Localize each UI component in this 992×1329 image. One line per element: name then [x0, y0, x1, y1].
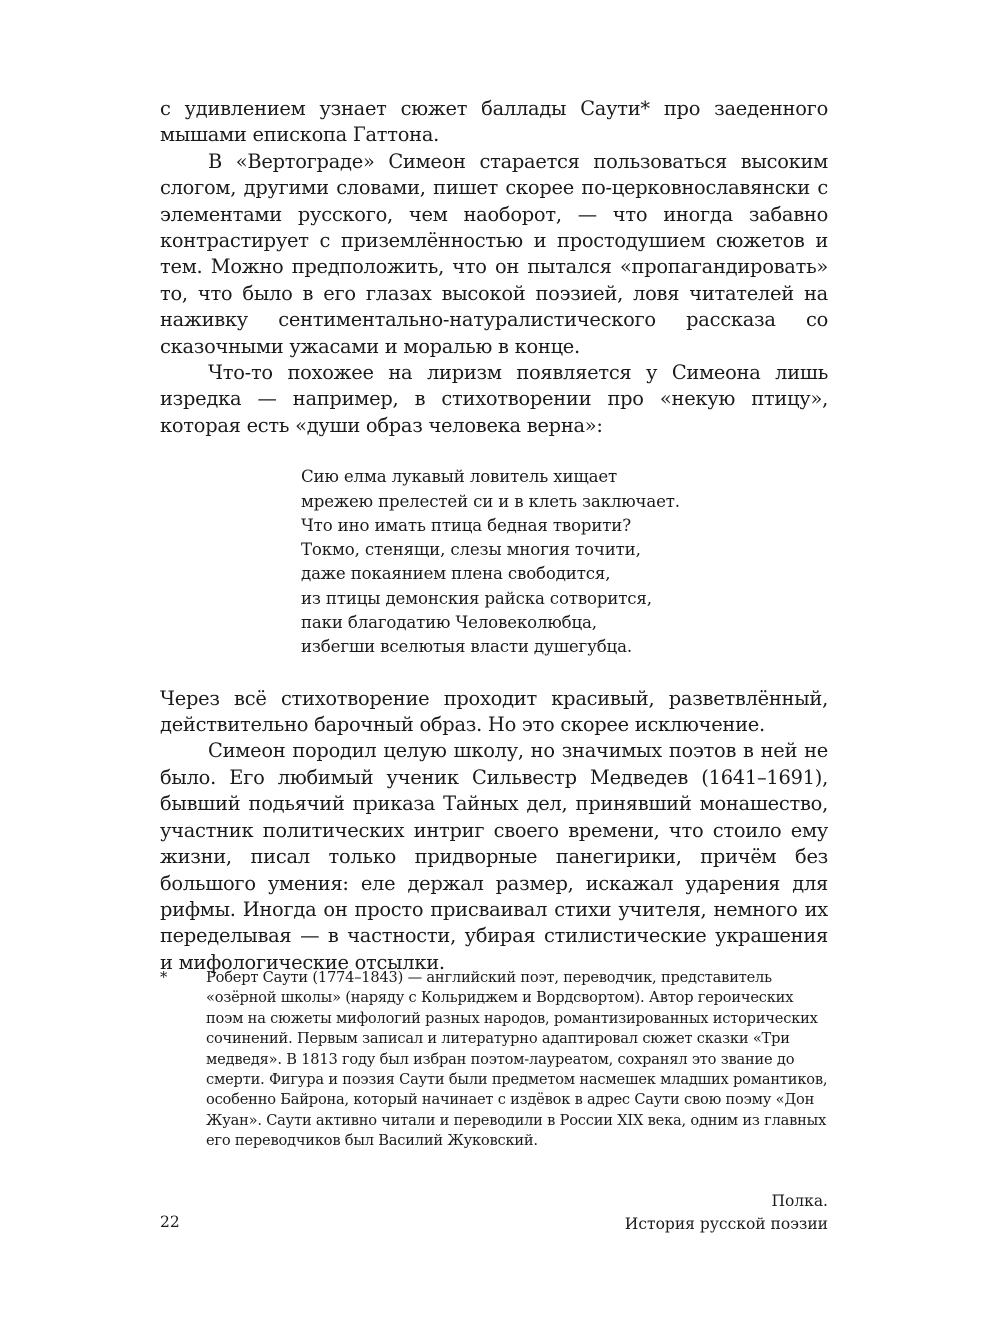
paragraph: Что-то похожее на лиризм появляется у Симеона лишь изредка — например, в стихотворении про «некую птицу», которая есть «души образ человека верна»: [160, 361, 828, 437]
paragraph: В «Вертограде» Симеон старается пользоваться высоким слогом, другими словами, пишет скорее по-церковнославянски с элементами русского, чем наоборот, — что иногда забавно контрастирует с приземлённостью и простодушием сюжетов и тем. Можно предположить, что он пытался «пропагандировать» то, что было в его глазах высокой поэзией, ловя читателей на наживку сентиментально-натуралистического рассказа со сказочными ужасами и моралью в конце. [160, 149, 828, 358]
poem-line: Что ино имать птица бедная творити? [301, 515, 631, 535]
paragraph: Симеон породил целую школу, но значимых поэтов в ней не было. Его любимый ученик Сильвестр Медведев (1641–1691), бывший подьячий приказа Тайных дел, принявший монашество, участник политических интриг своего времени, что стоило ему жизни, писал только придворные панегирики, причём без большого умения: еле держал размер, искажал ударения для рифмы. Иногда он просто присваивал стихи учителя, немного их переделывая — в частности, убирая стилистические украшения и мифологические отсылки. [160, 739, 828, 974]
poem-line: даже покаянием плена свободится, [301, 564, 611, 584]
poem-line: Токмо, стенящи, слезы многия точити, [301, 540, 641, 560]
poem-quote [301, 465, 828, 659]
paragraph: Через всё стихотворение проходит красивый, разветвлённый, действительно барочный образ. Но это скорее исключение. [160, 686, 828, 737]
running-head [625, 1190, 828, 1236]
footnote-mark: * [160, 969, 168, 986]
main-text [160, 96, 828, 439]
page-body [160, 96, 828, 976]
footnote-text: Роберт Саути (1774–1843) — английский поэт, переводчик, представитель «озёрной школы» (наряду с Кольриджем и Вордсвортом). Автор героических поэм на сюжеты мифологий разных народов, романтизированных исторических сочинений. Первым записал и литературно адаптировал сюжет сказки «Три медведя». В 1813 году был избран поэтом-лауреатом, сохранял это звание до смерти. Фигура и поэзия Саути были предметом насмешек младших романтиков, особенно Байрона, который начинает с издёвок в адрес Саути свою поэму «Дон Жуан». Саути активно читали и переводили в России XIX века, одним из главных его переводчиков был Василий Жуковский. [206, 969, 828, 1150]
page-number: 22 [160, 1213, 180, 1231]
poem-line: избегши вселютыя власти душегубца. [301, 637, 632, 657]
footnote [160, 968, 828, 1152]
running-head-line: История русской поэзии [624, 1215, 828, 1233]
poem-line: из птицы демонския райска сотворится, [301, 588, 652, 608]
paragraph: с удивлением узнает сюжет баллады Саути* про заеденного мышами епископа Гаттона. [160, 97, 828, 147]
poem-line: Сию елма лукавый ловитель хищает [301, 467, 618, 487]
poem-line: мрежею прелестей си и в клеть заключает. [301, 491, 680, 511]
poem-line: паки благодатию Человеколюбца, [301, 613, 597, 633]
main-text-continued [160, 686, 828, 976]
running-head-line: Полка. [771, 1192, 828, 1210]
